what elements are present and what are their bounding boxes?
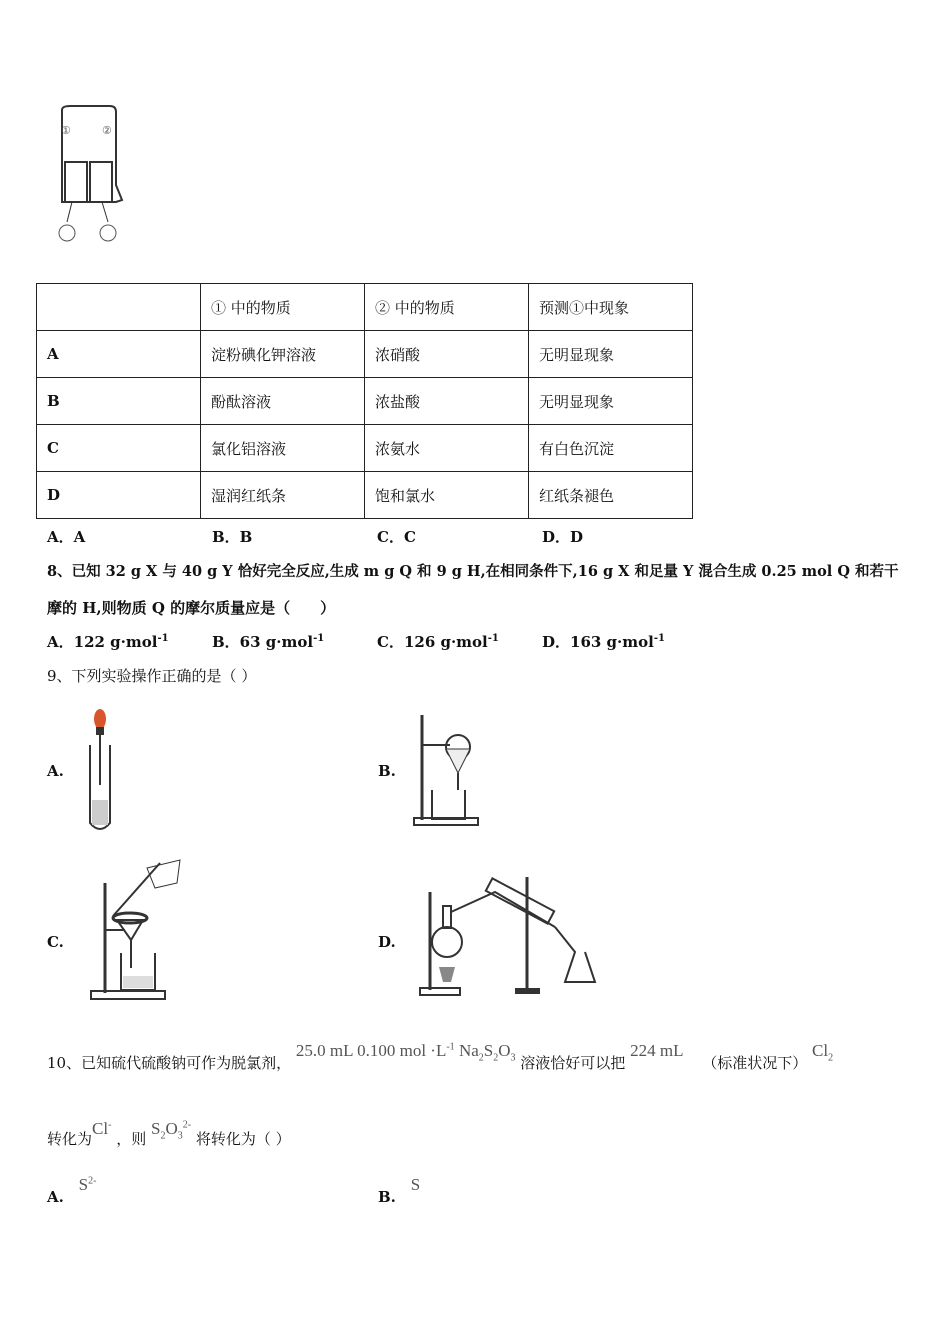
cell: 浓氨水: [365, 425, 529, 472]
q10-stem-line1: [47, 1040, 834, 1072]
q7-option-a[interactable]: A．A: [47, 528, 86, 546]
q9-option-a[interactable]: A.: [47, 762, 64, 780]
q10-option-b[interactable]: [378, 1175, 421, 1206]
option-formula: [79, 1175, 97, 1194]
option-sup: -1: [487, 633, 499, 644]
option-text: B．63 g·mol: [212, 633, 314, 651]
q10-text: 溶液恰好可以把: [520, 1054, 626, 1072]
separatory-funnel-image: [410, 705, 485, 830]
formula-text: 25.0 mL 0.100 mol ·L: [295, 1041, 447, 1060]
cell: 酚酞溶液: [201, 378, 365, 425]
cell: 氯化铝溶液: [201, 425, 365, 472]
option-label: A.: [47, 1188, 64, 1206]
q7-table: [36, 283, 693, 519]
cell: C: [37, 425, 201, 472]
formula-text: S: [78, 1175, 89, 1194]
option-label: B.: [378, 1188, 396, 1206]
q9-stem: 9、下列实验操作正确的是（ ）: [47, 667, 257, 685]
formula-sup: -: [108, 1119, 112, 1131]
dropper-test-tube-image: [80, 705, 125, 835]
cell: 浓硝酸: [365, 331, 529, 378]
q10-text: （标准状况下）: [702, 1054, 808, 1072]
option-sup: -1: [313, 633, 325, 644]
q8-option-c[interactable]: [377, 631, 499, 652]
cell: 浓盐酸: [365, 378, 529, 425]
header-cell: 预测①中现象: [529, 284, 693, 331]
q9-option-d[interactable]: D.: [378, 933, 396, 951]
q10-text: 转化为: [47, 1130, 93, 1148]
header-cell: [37, 284, 201, 331]
formula-sup: -1: [446, 1041, 455, 1053]
table-row: [37, 425, 693, 472]
formula-sub: 2: [160, 1130, 166, 1142]
cell: 无明显现象: [529, 378, 693, 425]
option-text: A．122 g·mol: [47, 633, 158, 651]
formula-chlorine: [812, 1041, 834, 1064]
cell: 无明显现象: [529, 331, 693, 378]
q10-option-a[interactable]: [47, 1175, 97, 1206]
q8-option-b[interactable]: [212, 631, 324, 652]
formula-concentration: [295, 1041, 516, 1064]
formula-text: S: [151, 1119, 161, 1138]
q7-option-b[interactable]: B．B: [212, 528, 253, 546]
formula-sub: 3: [177, 1130, 183, 1142]
cell: 红纸条褪色: [529, 472, 693, 519]
option-text: C．126 g·mol: [377, 633, 488, 651]
option-formula: S: [410, 1175, 421, 1194]
formula-text: O: [165, 1119, 178, 1138]
header-cell: ② 中的物质: [365, 284, 529, 331]
q9-option-b[interactable]: B.: [378, 762, 396, 780]
cell: A: [37, 331, 201, 378]
q9-option-c[interactable]: C.: [47, 933, 64, 951]
cell: 淀粉碘化钾溶液: [201, 331, 365, 378]
formula-text: O: [498, 1041, 511, 1060]
formula-sub: 2: [828, 1052, 834, 1064]
formula-volume: 224 mL: [630, 1041, 684, 1060]
table-row: [37, 378, 693, 425]
q8-stem-line2: 摩的 H,则物质 Q 的摩尔质量应是（ ）: [47, 599, 336, 617]
formula-sub: 2: [493, 1052, 499, 1064]
option-sup: -1: [653, 633, 665, 644]
table-header-row: [37, 284, 693, 331]
cell: B: [37, 378, 201, 425]
q7-option-d[interactable]: D．D: [542, 528, 584, 546]
cell: 有白色沉淀: [529, 425, 693, 472]
formula-sub: 2: [478, 1052, 484, 1064]
filtration-image: [85, 858, 190, 1003]
q7-option-c[interactable]: C．C: [377, 528, 416, 546]
cell: 湿润红纸条: [201, 472, 365, 519]
q10-text: 10、已知硫代硫酸钠可作为脱氯剂，: [47, 1054, 292, 1072]
cell: D: [37, 472, 201, 519]
q10-text: 将转化为（ ）: [195, 1130, 291, 1148]
q8-option-a[interactable]: [47, 631, 169, 652]
cell: 饱和氯水: [365, 472, 529, 519]
option-sup: -1: [157, 633, 169, 644]
q10-stem-line2: [47, 1118, 291, 1148]
q8-option-d[interactable]: [542, 631, 665, 652]
formula-sup: 2-: [88, 1175, 97, 1187]
q8-stem-line1: 8、已知 32 g X 与 40 g Y 恰好完全反应,生成 m g Q 和 9 g H,在相同条件下,16 g X 和足量 Y 混合生成 0.25 mol Q 和若干: [47, 563, 899, 580]
formula-thiosulfate: [151, 1119, 192, 1142]
formula-text: S: [483, 1041, 494, 1060]
formula-text: Na: [458, 1041, 479, 1060]
label-1: ①: [61, 124, 71, 137]
table-row: [37, 472, 693, 519]
formula-sub: 3: [510, 1052, 516, 1064]
gas-bottle-figure: [50, 100, 130, 250]
formula-chloride: [92, 1119, 111, 1138]
formula-text: Cl: [812, 1041, 829, 1060]
formula-text: Cl: [92, 1119, 109, 1138]
header-cell: ① 中的物质: [201, 284, 365, 331]
q10-text: ，则: [116, 1130, 147, 1148]
option-text: D．163 g·mol: [542, 633, 654, 651]
label-2: ②: [102, 124, 112, 137]
formula-sup: 2-: [182, 1119, 192, 1131]
distillation-image: [415, 872, 605, 1000]
table-row: [37, 331, 693, 378]
